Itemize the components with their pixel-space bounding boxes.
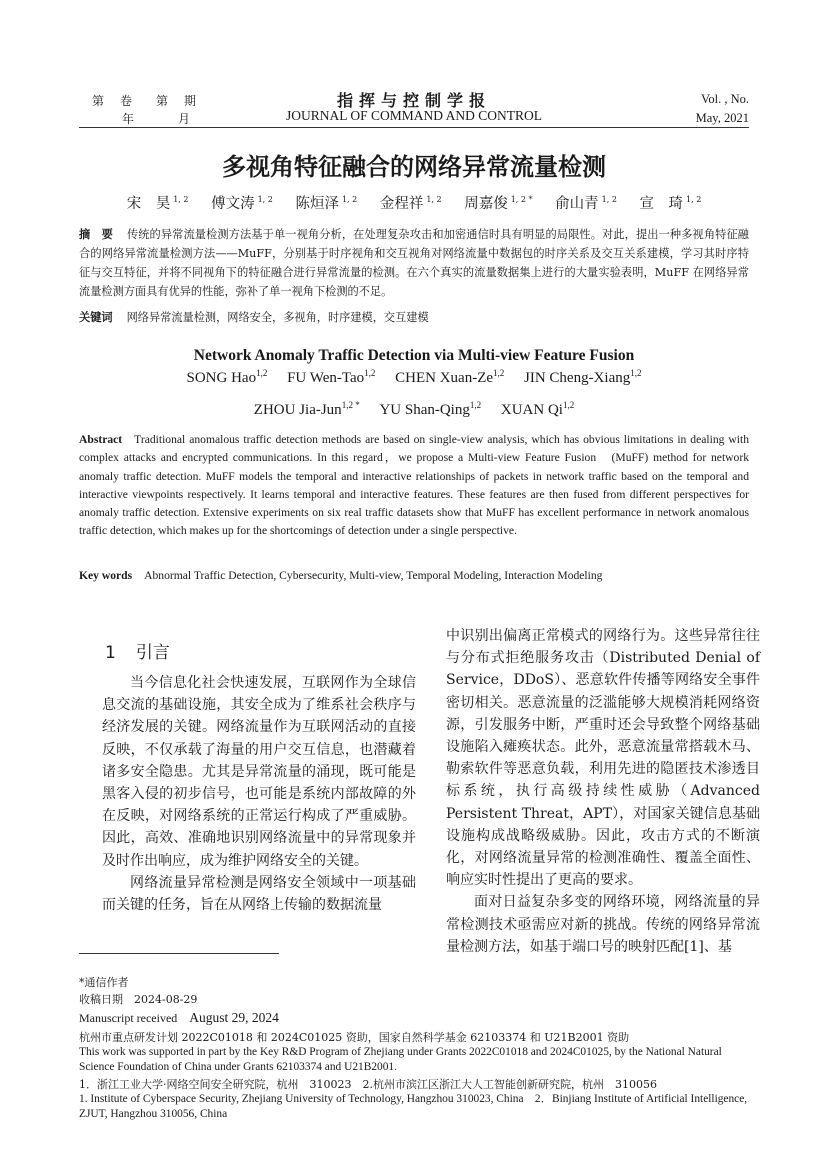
header-rule — [79, 127, 749, 128]
author-cn — [295, 196, 357, 212]
received-date-cn: 收稿日期 2024-08-29 — [79, 993, 198, 1006]
author-name: 宣 琦 — [639, 196, 684, 212]
paragraph: 面对日益复杂多变的网络环境，网络流量的异常检测技术亟需应对新的挑战。传统的网络异常流量检测方法，如基于端口号的映射匹配[1]、基 — [446, 894, 760, 955]
author-name: JIN Cheng-Xiang — [524, 370, 631, 386]
author-cn — [555, 196, 617, 212]
author-name: XUAN Qi — [500, 402, 563, 418]
author-name: 俞山青 — [555, 196, 599, 212]
keywords-text-en: Abnormal Traffic Detection, Cybersecurity, Multi-view, Temporal Modeling, Interaction Modeling — [144, 569, 603, 582]
section-number: 1 — [105, 643, 116, 663]
paper-title-cn: 多视角特征融合的网络异常流量检测 — [222, 153, 606, 181]
issue-char: 第 — [156, 94, 169, 108]
author-name: 宋 昊 — [126, 196, 171, 212]
keywords-label-cn: 关键词 — [79, 311, 113, 324]
abstract-en — [79, 431, 749, 541]
issue-char: 月 — [178, 112, 191, 126]
author-affiliation-mark: 1, 2 — [341, 195, 358, 204]
author-affiliation-mark: 1,2 — [256, 368, 268, 378]
abstract-text-en: Traditional anomalous traffic detection methods are based on single-view analysis, which has obvious limitations in dealing with complex attacks and encrypted communications. In this regard，we propose a Multi-view Feature Fusion (MuFF) method for network anomaly traffic detection. MuFF models the temporal and interactive relationships of packets in network traffic based on the temporal and interactive viewpoints respectively. It learns temporal and interactive features. These features are then fused from different perspectives for anomaly traffic detection. Extensive experiments on six real traffic datasets show that MuFF has excellent performance in network anomalous traffic detection, which makes up for the shortcomings of detection under a single perspective. — [79, 433, 749, 538]
author-cn — [127, 196, 189, 212]
section-heading — [105, 638, 170, 663]
author-en — [524, 370, 641, 386]
funding-cn: 杭州市重点研发计划 2022C01018 和 2024C01025 资助，国家自然科学基金 62103374 和 U21B2001 资助 — [79, 1031, 630, 1044]
author-en — [287, 370, 375, 386]
author-name: 周嘉俊 — [464, 196, 508, 212]
paragraph: 中识别出偏离正常模式的网络行为。这些异常往往与分布式拒绝服务攻击（Distributed Denial of Service，DDoS）、恶意软件传播等网络安全事件密切相关。恶意流量的泛滥能够大规模消耗网络资源，引发服务中断，严重时还会导致整个网络基础设施陷入瘫痪状态。此外，恶意流量常搭载木马、勒索软件等恶意负载，利用先进的隐匿技术渗透目标系统，执行高级持续性威胁（Advanced Persistent Threat，APT），对国家关键信息基础设施构成战略级威胁。因此，攻击方式的不断演化，对网络流量异常的检测准确性、覆盖全面性、响应实时性提出了更高的要求。 — [446, 628, 760, 889]
author-name: 金程祥 — [379, 196, 424, 212]
author-en — [379, 402, 481, 418]
affiliations-cn: 1．浙江工业大学·网络空间安全研究院，杭州 310023 2.杭州市滨江区浙江大人工智能创新研究院，杭州 310056 — [79, 1078, 657, 1091]
author-affiliation-mark: 1,2 — [364, 368, 376, 378]
author-cn — [464, 196, 532, 212]
abstract-label-cn: 摘 要 — [79, 228, 113, 241]
author-affiliation-mark: 1,2 — [469, 400, 482, 410]
paper-title-en: Network Anomaly Traffic Detection via Multi-view Feature Fusion — [193, 347, 635, 364]
author-name: YU Shan-Qing — [379, 402, 470, 418]
author-name: CHEN Xuan-Ze — [395, 370, 494, 386]
journal-title-en: JOURNAL OF COMMAND AND CONTROL — [285, 108, 543, 123]
paragraph: 当今信息化社会快速发展，互联网作为全球信息交流的基础设施，其安全成为了维系社会秩序与经济发展的关键。网络流量作为互联网活动的直接反映，不仅承载了海量的用户交互信息，也潜藏着诸多安全隐患。尤其是异常流量的涌现，既可能是黑客入侵的初步信号，也可能是系统内部故障的外在反映，对网络系统的正常运行构成了严重威胁。因此，高效、准确地识别网络流量中的异常现象并及时作出响应，成为维护网络安全的关键。 — [102, 675, 416, 869]
volume-number: Vol. , No. — [700, 92, 749, 106]
abstract-cn — [79, 225, 749, 301]
right-column — [446, 625, 760, 958]
author-name: FU Wen-Tao — [287, 370, 365, 386]
author-name: 傅文涛 — [211, 196, 255, 212]
author-name: SONG Hao — [186, 370, 257, 386]
author-list-cn — [0, 192, 828, 213]
received-label: Manuscript received — [79, 1011, 178, 1025]
issue-char: 第 — [92, 94, 105, 108]
abstract-label-en: Abstract — [79, 433, 123, 446]
paragraph: 网络流量异常检测是网络安全领域中一项基础而关键的任务，旨在从网络上传输的数据流量 — [102, 874, 416, 914]
author-affiliation-mark: 1, 2 — [601, 195, 617, 204]
received-date: August 29, 2024 — [189, 1010, 279, 1025]
author-name: 陈烜泽 — [295, 196, 339, 212]
section-title: 引言 — [135, 643, 170, 663]
author-cn — [640, 196, 702, 212]
author-en — [186, 370, 267, 386]
author-name: ZHOU Jia-Jun — [253, 402, 342, 418]
keywords-text-cn: 网络异常流量检测，网络安全，多视角，时序建模，交互建模 — [126, 311, 429, 324]
footnote-rule — [79, 953, 279, 954]
keywords-cn — [79, 308, 749, 327]
author-affiliation-mark: 1,2 — [630, 368, 642, 378]
journal-title-cn: 指挥与控制学报 — [336, 91, 491, 110]
affiliations-en: 1. Institute of Cyberspace Security, Zhejiang University of Technology, Hangzhou 310023, China 2．Binjiang Institute of Artificial Intelligence, ZJUT, Hangzhou 310056, China — [79, 1093, 748, 1120]
issue-char: 年 — [122, 112, 135, 126]
left-column — [102, 672, 416, 916]
issue-char: 卷 — [120, 94, 133, 108]
author-affiliation-mark: 1, 2 * — [510, 195, 533, 204]
author-en — [501, 402, 574, 418]
author-affiliation-mark: 1, 2 — [686, 195, 702, 204]
author-en — [254, 402, 360, 418]
author-affiliation-mark: 1,2 — [493, 368, 505, 378]
corresponding-note: *通信作者 — [79, 976, 129, 989]
author-en — [395, 370, 504, 386]
author-affiliation-mark: 1, 2 — [257, 195, 273, 204]
keywords-label-en: Key words — [79, 569, 133, 582]
author-cn — [211, 196, 273, 212]
author-cn — [380, 196, 442, 212]
author-affiliation-mark: 1, 2 — [173, 195, 189, 204]
author-affiliation-mark: 1, 2 — [426, 195, 442, 204]
received-date-en — [79, 1010, 749, 1026]
author-list-en-line1 — [0, 368, 828, 387]
author-list-en-line2 — [0, 400, 828, 419]
issue-char: 期 — [184, 94, 197, 108]
author-affiliation-mark: 1,2 * — [341, 400, 360, 410]
funding-en: This work was supported in part by the Key R&D Program of Zhejiang under Grants 2022C01018 and 2024C01025, by the National Natural Science Foundation of China under Grants 62103374 and U21B2001. — [79, 1046, 722, 1073]
author-affiliation-mark: 1,2 — [562, 400, 575, 410]
abstract-text-cn: 传统的异常流量检测方法基于单一视角分析，在处理复杂攻击和加密通信时具有明显的局限性。对此，提出一种多视角特征融合的网络异常流量检测方法——MuFF，分别基于时序视角和交互视角对网络流量中数据包的时序关系及交互关系建模，学习其时序特征与交互特征，并将不同视角下的特征融合进行异常流量的检测。在六个真实的流量数据集上进行的大量实验表明，MuFF 在网络异常流量检测方面具有优异的性能，弥补了单一视角下检测的不足。 — [79, 228, 749, 298]
issue-date: May, 2021 — [695, 111, 749, 125]
keywords-en — [79, 567, 749, 585]
